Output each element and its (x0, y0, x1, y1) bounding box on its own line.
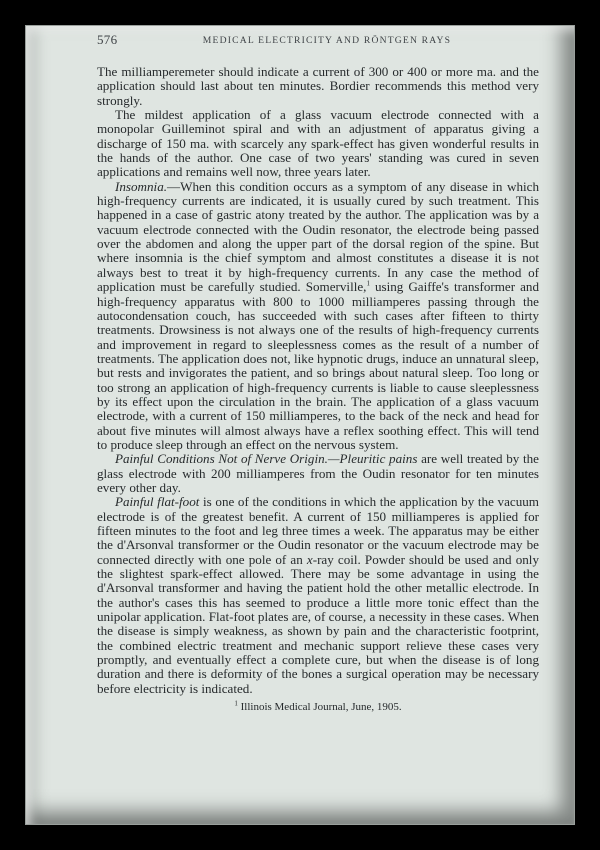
text-run: are well treated by the glass electrode with 200 milliamperes from the Oudin resonator for ten minutes every other day. (97, 451, 539, 495)
text-run: —When this condition occurs as a symptom of any disease in which high-frequency currents are indicated, it is usually cured by such treatment. This happened in a case of gastric atony treated by the author. The application was by a vacuum electrode connected with the Oudin resonator, the electrode being passed over the abdomen and along the upper part of the dorsal region of the spine. But where insomnia is the chief symptom and almost constitutes a disease it is not always best to treat it by high-frequency currents. In any case the method of application must be carefully studied. Somerville, (97, 178, 539, 295)
paragraph (97, 495, 539, 696)
text-run: using Gaiffe's transformer and high-frequency apparatus with 800 to 1000 milliamperes passing through the autocondensation couch, has succeeded with such cases after fifteen to thirty treatments. Drowsiness is not always one of the results of high-frequency currents and improvement in regard to sleeplessness comes as the result of a number of treatments. The application does not, like hypnotic drugs, induce an unnatural sleep, but rests and invigorates the patient, and so brings about natural sleep. Too long or too strong an application of high-frequency currents is liable to cause sleeplessness by its effect upon the circulation in the brain. The application of a glass vacuum electrode, with a current of 150 milliamperes, to the back of the neck and head for about five minutes will almost always have a reflex soothing effect. This will tend to produce sleep through an effect on the nervous system. (97, 279, 540, 452)
text-run: The milliamperemeter should indicate a current of 300 or 400 or more ma. and the application should last about ten minutes. Bordier recommends this method very strongly. (97, 64, 539, 108)
page-header (97, 33, 539, 53)
footnote-reference: 1 (366, 279, 370, 288)
footnote-marker: 1 (234, 699, 238, 708)
running-head: MEDICAL ELECTRICITY AND RÖNTGEN RAYS (202, 35, 452, 46)
paragraph (97, 65, 539, 108)
text-run: is one of the conditions in which the application by the vacuum electrode is of the greatest benefit. A current of 150 milliamperes is applied for fifteen minutes to the foot and leg three times a week. The apparatus may be either the d'Arsonval transformer or the Oudin resonator or the vacuum electrode may be connected directly with one pole of an (97, 494, 539, 567)
body-text (97, 65, 539, 696)
page-number: 576 (97, 32, 118, 47)
book-page (97, 33, 539, 714)
italic-text: Painful flat-foot (115, 494, 200, 510)
footnote-text: Illinois Medical Journal, June, 1905. (237, 701, 402, 714)
text-run: The mildest application of a glass vacuum electrode connected with a monopolar Guilleminot spiral and with an adjustment of apparatus giving a discharge of 150 ma. with scarcely any spark-effect has given wonderful results in the hands of the author. One case of two years' standing was cured in seven applications and remains well now, three years later. (97, 107, 539, 180)
italic-text: x (306, 551, 313, 567)
paragraph (97, 108, 539, 180)
paragraph (97, 452, 539, 495)
footnote (97, 700, 539, 714)
italic-text: Painful Conditions Not of Nerve Origin.—Pleuritic pains (115, 451, 418, 467)
paragraph (97, 180, 539, 453)
italic-text: Insomnia. (115, 178, 168, 194)
text-run: -ray coil. Powder should be used and only the slightest spark-effect allowed. There may be some advantage in using the d'Arsonval transformer and having the patient hold the other metallic electrode. In the author's cases this has seemed to produce a little more tonic effect than the unipolar application. Flat-foot plates are, of course, a necessity in these cases. When the disease is simply weakness, as shown by pain and the characteristic footprint, the combined electric treatment and mechanic support relieve these cases very promptly, and eventually effect a complete cure, but when the disease is of long duration and there is deformity of the bones a surgical operation may be necessary before electricity is indicated. (97, 551, 539, 696)
